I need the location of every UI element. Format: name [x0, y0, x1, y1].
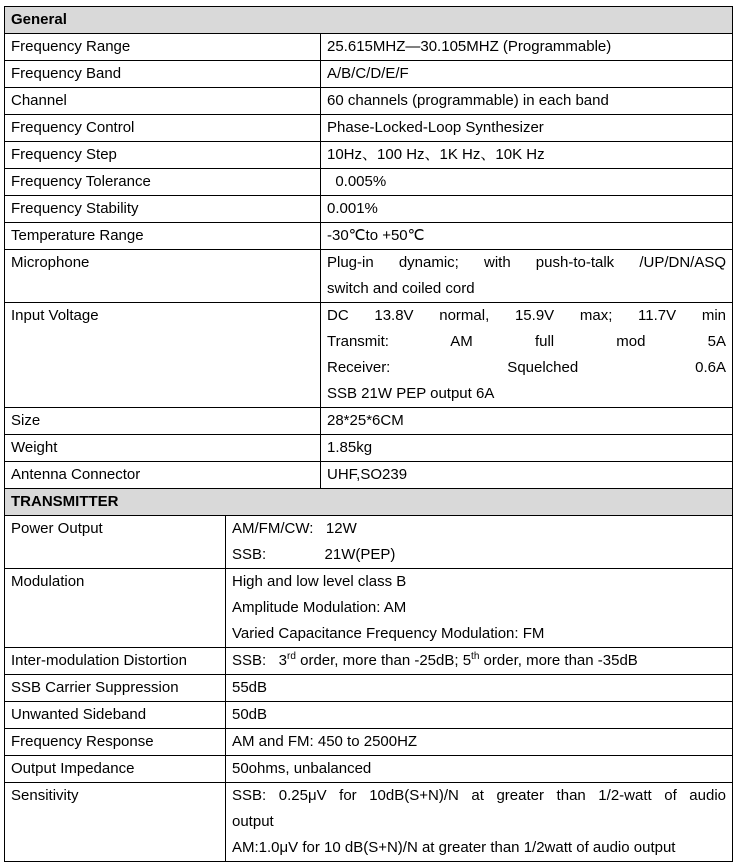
row-label: Channel — [5, 88, 321, 115]
row-label: Frequency Response — [5, 729, 226, 756]
row-label: Antenna Connector — [5, 462, 321, 489]
value-line: Transmit: AM full mod 5A — [327, 333, 727, 350]
row-label: Frequency Tolerance — [5, 169, 321, 196]
row-value — [226, 783, 733, 862]
value-line: AM/FM/CW: 12W — [232, 520, 357, 537]
row-value: Phase-Locked-Loop Synthesizer — [321, 115, 733, 142]
row-label: Size — [5, 408, 321, 435]
row-value: 28*25*6CM — [321, 408, 733, 435]
row-label: Frequency Control — [5, 115, 321, 142]
row-value: 1.85kg — [321, 435, 733, 462]
table-row — [5, 435, 733, 462]
row-label: Input Voltage — [5, 303, 321, 408]
table-row — [5, 88, 733, 115]
value-line: Amplitude Modulation: AM — [232, 599, 407, 616]
table-row — [5, 142, 733, 169]
row-value: 55dB — [226, 675, 733, 702]
value-line: High and low level class B — [232, 573, 407, 590]
table-row — [5, 61, 733, 88]
table-row — [5, 702, 733, 729]
value-line: Varied Capacitance Frequency Modulation: FM — [232, 625, 545, 642]
spec-table — [4, 6, 733, 862]
table-row — [5, 115, 733, 142]
value-line: DC 13.8V normal, 15.9V max; 11.7V min — [327, 307, 727, 324]
row-value: 0.005% — [321, 169, 733, 196]
value-line: SSB: 0.25μV for 10dB(S+N)/N at greater than 1/2-watt of audio — [232, 787, 727, 804]
row-label: Frequency Step — [5, 142, 321, 169]
table-row — [5, 675, 733, 702]
ordinal-suffix: rd — [287, 651, 296, 662]
row-value: UHF,SO239 — [321, 462, 733, 489]
row-label: SSB Carrier Suppression — [5, 675, 226, 702]
row-value: 50dB — [226, 702, 733, 729]
value-part: order, more than -35dB — [479, 652, 638, 669]
value-line: output — [232, 813, 274, 830]
value-part: order, more than -25dB; 5 — [295, 652, 472, 669]
row-label: Frequency Stability — [5, 196, 321, 223]
row-value: 10Hz、100 Hz、1K Hz、10K Hz — [321, 142, 733, 169]
value-line: SSB: 21W(PEP) — [232, 546, 396, 563]
section-header-transmitter — [5, 489, 733, 516]
row-label: Sensitivity — [5, 783, 226, 862]
table-row — [5, 648, 733, 675]
table-row — [5, 196, 733, 223]
table-row — [5, 462, 733, 489]
row-label: Weight — [5, 435, 321, 462]
row-label: Microphone — [5, 250, 321, 303]
row-value: 50ohms, unbalanced — [226, 756, 733, 783]
table-row — [5, 783, 733, 862]
value-line: Plug-in dynamic; with push-to-talk /UP/DN/ASQ — [327, 254, 727, 271]
table-row — [5, 569, 733, 648]
table-row — [5, 729, 733, 756]
value-line: AM:1.0μV for 10 dB(S+N)/N at greater than 1/2watt of audio output — [232, 839, 676, 856]
table-row — [5, 34, 733, 61]
row-label: Power Output — [5, 516, 226, 569]
row-value: 25.615MHZ—30.105MHZ (Programmable) — [321, 34, 733, 61]
row-label: Modulation — [5, 569, 226, 648]
table-row — [5, 250, 733, 303]
row-label: Inter-modulation Distortion — [5, 648, 226, 675]
section-title: General — [5, 7, 733, 34]
value-line: switch and coiled cord — [327, 280, 475, 297]
row-value: 0.001% — [321, 196, 733, 223]
table-row — [5, 516, 733, 569]
row-value: AM and FM: 450 to 2500HZ — [226, 729, 733, 756]
ordinal-suffix: th — [471, 651, 480, 662]
table-row — [5, 303, 733, 408]
table-row — [5, 408, 733, 435]
row-value: -30℃to +50℃ — [321, 223, 733, 250]
value-line: SSB 21W PEP output 6A — [327, 385, 495, 402]
value-part: SSB: 3 — [232, 652, 288, 669]
section-header-general — [5, 7, 733, 34]
row-label: Frequency Band — [5, 61, 321, 88]
row-label: Output Impedance — [5, 756, 226, 783]
row-value: A/B/C/D/E/F — [321, 61, 733, 88]
table-row — [5, 223, 733, 250]
row-value — [321, 250, 733, 303]
row-label: Temperature Range — [5, 223, 321, 250]
row-value — [226, 648, 733, 675]
row-label: Unwanted Sideband — [5, 702, 226, 729]
row-value: 60 channels (programmable) in each band — [321, 88, 733, 115]
row-value — [321, 303, 733, 408]
table-row — [5, 756, 733, 783]
table-row — [5, 169, 733, 196]
row-label: Frequency Range — [5, 34, 321, 61]
row-value — [226, 516, 733, 569]
section-title: TRANSMITTER — [5, 489, 733, 516]
value-line: Receiver: Squelched 0.6A — [327, 359, 727, 376]
row-value — [226, 569, 733, 648]
